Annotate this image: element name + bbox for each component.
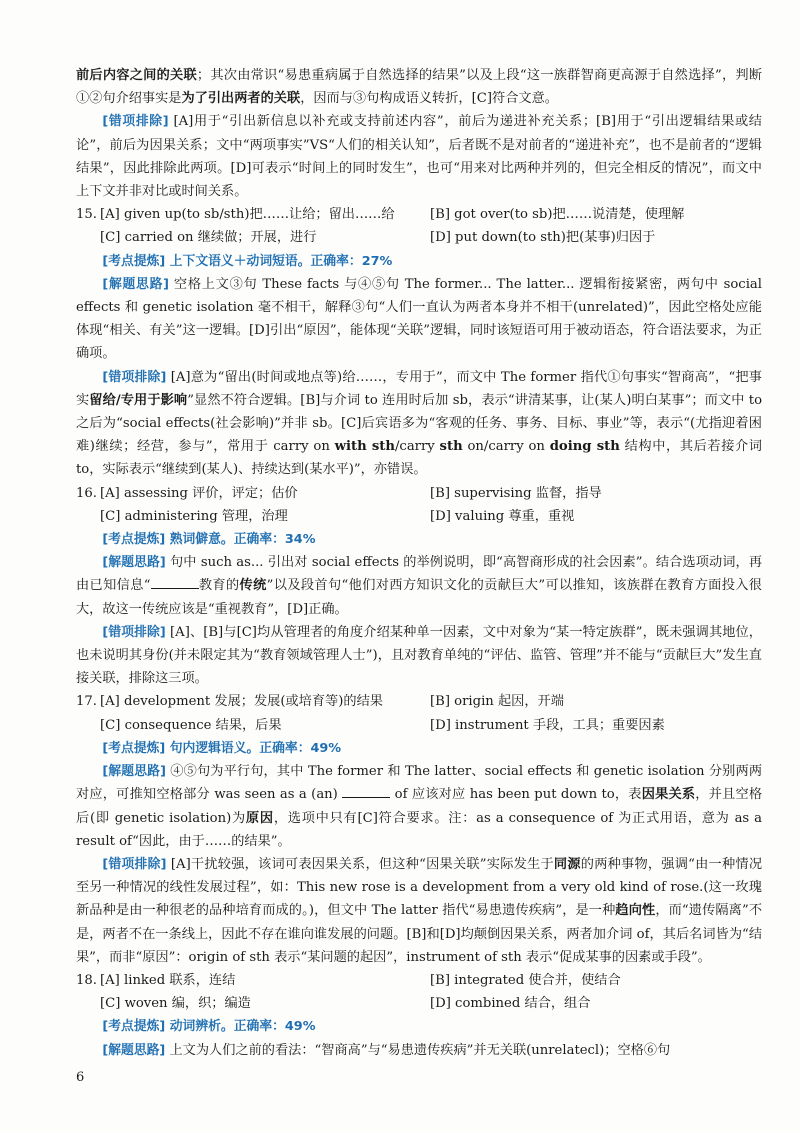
text: ④⑤句为平行句，其中 The former 和 The latter、social effects 和 genetic isolation 分别两两对应，可推知空格部分 was seen as a (an): [76, 764, 763, 803]
text: /carry: [394, 439, 440, 455]
emphasis: with sth: [334, 439, 395, 455]
fill-blank: [342, 783, 390, 798]
text: ，而“遗传隔离”不是，两者不在一条线上，因此不存在谁向谁发展的问题。[B]和[D]均颠倒因果关系，两者加介词 of，其后名词皆为“结果”，而非“原因”：origin of sth 表示“某问题的起因”，instrument of sth 表示“促成某事的因素或手段”。: [76, 903, 763, 965]
q15-options-row2: [76, 226, 762, 249]
option-b: [B] origin 起因，开端: [430, 694, 564, 710]
option-d: [D] instrument 手段，工具；重要因素: [430, 717, 665, 733]
fill-blank: [151, 574, 199, 589]
option-b: [B] got over(to sb)把……说清楚，使理解: [430, 207, 685, 223]
q17-error-exclusion: [76, 853, 762, 969]
q17-key-point: [76, 737, 762, 760]
q15-options-row1: [76, 203, 762, 226]
text: [A]用于“引出新信息以补充或支持前述内容”，前后为递进补充关系；[B]用于“引出逻辑结果或结论”，前后为因果关系；文中“两项事实”VS“人们的相关认知”，后者既不是对前者的“递进补充”，也不是前者的“逻辑结果”，因此排除此两项。[D]可表示“时间上的同时发生”，也可“用来对比两种并列的，但完全相反的情况”，而文中上下文并非对比或时间关系。: [76, 114, 762, 200]
q17-options-row1: [76, 690, 762, 713]
text: 教育的: [198, 578, 240, 594]
solution-tag: [解题思路]: [102, 764, 166, 780]
emphasis: 前后内容之间的关联: [76, 68, 197, 83]
q15-error-exclusion: [76, 366, 762, 482]
solution-tag: [解题思路]: [102, 276, 169, 292]
solution-tag: [解题思路]: [102, 1042, 166, 1058]
option-a: [A] given up(to sb/sth)把……让给；留出……给: [100, 207, 395, 223]
text: [A]干扰较强，该词可表因果关系，但这种“因果关联”实际发生于: [166, 856, 554, 872]
question-number: 16.: [76, 485, 97, 501]
text: 结构中，其后若接介词 to，实际表示“继续到(某人)、持续达到(某水平)”，亦错误。: [76, 439, 762, 478]
text: ”显然不符合逻辑。[B]与介词 to 连用时后加 sb，表示“讲清某事，让(某人)明白某事”；而文中 to 之后为“social effects(社会影响)”并非 sb。[C]后宾语多为“客观的任务、事务、目标、事业”等，表示“(尤指迎着困难)继续；经营，参与”，常用于 carry on: [76, 392, 763, 455]
text: ，因而与③句构成语义转折，[C]符合文意。: [300, 91, 558, 107]
key-point-text: 动词辨析。正确率：49%: [165, 1019, 316, 1035]
key-point-tag: [考点提炼]: [102, 1019, 166, 1035]
key-point-text: 句内逻辑语义。正确率：49%: [165, 740, 342, 756]
option-c: [C] woven 编，织；编造: [100, 996, 251, 1012]
key-point-tag: [考点提炼]: [102, 532, 166, 548]
emphasis: 留给/专用于影响: [89, 392, 188, 408]
solution-tag: [解题思路]: [102, 555, 166, 571]
emphasis: 因果关系: [641, 787, 696, 803]
question-number: 17.: [76, 694, 97, 710]
option-d: [D] combined 结合，组合: [430, 996, 591, 1012]
q17-options-row2: [76, 714, 762, 737]
q15-solution: [76, 273, 762, 366]
q16-options-row2: [76, 505, 762, 528]
text: of 应该对应 has been put down to，表: [390, 787, 642, 803]
emphasis: 同源: [553, 856, 581, 872]
text: 的两种事物，强调“由一种情况至另一种情况的线性发展过程”，如：This new rose is a development from a very old kind of rose.(这一玫瑰新品种是由一种很老的品种培育而成的。)，但文中 The latter 指代“易患遗传疾病”，是一种: [76, 856, 763, 919]
q16-solution: [76, 551, 762, 621]
key-point-tag: [考点提炼]: [102, 253, 166, 269]
key-point-text: 上下文语义＋动词短语。正确率：27%: [165, 253, 393, 269]
text: ，并且空格后(即 genetic isolation)为: [76, 787, 763, 826]
key-point-text: 熟词僻意。正确率：34%: [165, 532, 316, 548]
paragraph-q14-conclusion: [76, 64, 762, 110]
option-c: [C] consequence 结果，后果: [100, 717, 282, 733]
q16-options-row1: [76, 482, 762, 505]
emphasis: doing sth: [549, 439, 620, 455]
q18-key-point: [76, 1015, 762, 1038]
page-number: 6: [76, 1070, 85, 1085]
error-exclusion-tag: [错项排除]: [102, 856, 167, 872]
text: 空格上文③句 These facts 与④⑤句 The former... The latter... 逻辑衔接紧密，两句中 social effects 和 genetic isolation 毫不相干，解释③句“人们一直认为两者本身并不相干(unrelated)”，因此空格处应能体现“相关、有关”这一逻辑。[D]引出“原因”，能体现“关联”逻辑，同时该短语可用于被动语态，符合语法要求，为正确项。: [76, 276, 762, 362]
q16-error-exclusion: [76, 621, 762, 691]
text: ”以及段首句“他们对西方知识文化的贡献巨大”可以推知，该族群在教育方面投入很大，故这一传统应该是“重视教育”，[D]正确。: [76, 578, 762, 617]
emphasis: 趋向性: [615, 903, 656, 919]
option-d: [D] put down(to sth)把(某事)归因于: [430, 230, 656, 246]
question-number: 18.: [76, 972, 97, 988]
text: [A]意为“留出(时间或地点等)给……，专用于”，而文中 The former 指代①句事实“智商高”，“把事实: [76, 369, 762, 408]
option-a: [A] assessing 评价，评定；估价: [100, 485, 298, 501]
text: ，选项中只有[C]符合要求。注：as a consequence of 为正式用语，意为 as a result of“因此，由于……的结果”。: [76, 810, 763, 849]
q18-options-row1: [76, 969, 762, 992]
q14-error-exclusion: [76, 110, 762, 203]
q18-options-row2: [76, 992, 762, 1015]
text: 上文为人们之前的看法：“智商高”与“易患遗传疾病”并无关联(unrelatecl)；空格⑥句: [165, 1042, 671, 1058]
q18-solution: [76, 1039, 762, 1062]
option-a: [A] development 发展；发展(或培育等)的结果: [100, 694, 383, 710]
emphasis: 为了引出两者的关联: [181, 91, 301, 107]
option-d: [D] valuing 尊重，重视: [430, 508, 575, 524]
q15-key-point: [76, 250, 762, 273]
key-point-tag: [考点提炼]: [102, 740, 166, 756]
question-number: 15.: [76, 207, 97, 223]
error-exclusion-tag: [错项排除]: [102, 114, 169, 130]
text: ；其次由常识“易患重病属于自然选择的结果”以及上段“这一族群智商更高源于自然选择”，判断①②句介绍事实是: [76, 68, 763, 107]
option-b: [B] integrated 使合并，使结合: [430, 972, 621, 988]
option-a: [A] linked 联系，连结: [100, 972, 236, 988]
option-c: [C] administering 管理，治理: [100, 508, 288, 524]
text: on/carry on: [462, 439, 550, 455]
emphasis: 原因: [245, 810, 274, 826]
error-exclusion-tag: [错项排除]: [102, 369, 167, 385]
error-exclusion-tag: [错项排除]: [102, 624, 166, 640]
q17-solution: [76, 760, 762, 853]
emphasis: 传统: [239, 578, 267, 594]
option-b: [B] supervising 监督，指导: [430, 485, 602, 501]
q16-key-point: [76, 528, 762, 551]
text: 句中 such as... 引出对 social effects 的举例说明，即“高智商形成的社会因素”。结合选项动词，再由已知信息“: [76, 555, 763, 594]
option-c: [C] carried on 继续做；开展，进行: [100, 230, 317, 246]
emphasis: sth: [439, 439, 463, 455]
text: [A]、[B]与[C]均从管理者的角度介绍某种单一因素，文中对象为“某一特定族群”，既未强调其地位，也未说明其身份(并未限定其为“教育领域管理人士”)，且对教育单纯的“评估、监管、管理”并不能与“贡献巨大”发生直接关联，排除这三项。: [76, 624, 762, 687]
